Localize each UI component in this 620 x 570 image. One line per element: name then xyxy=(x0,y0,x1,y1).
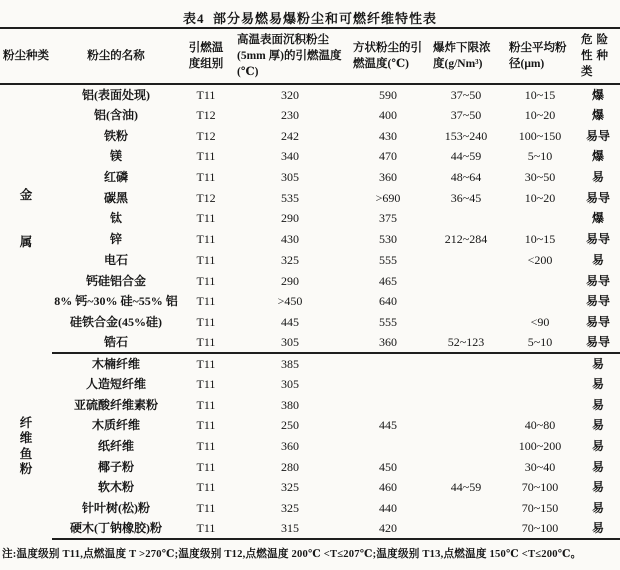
table-cell: T11 xyxy=(196,273,216,288)
table-cell: T11 xyxy=(196,480,216,495)
table-cell: 52~123 xyxy=(428,332,504,353)
column-header-8: 危险性种类 xyxy=(576,28,620,84)
table-row xyxy=(0,229,620,250)
table-row xyxy=(0,167,620,188)
table-cell: T11 xyxy=(196,170,216,185)
dust-name: 铝(表面处现) xyxy=(82,87,150,102)
table-cell: 易 xyxy=(591,418,604,433)
table-title: 表4 部分易燃易爆粉尘和可燃纤维特性表 xyxy=(182,11,437,26)
table-cell: 40~80 xyxy=(524,418,556,433)
category-label xyxy=(0,353,52,539)
table-cell: 360 xyxy=(379,170,397,185)
dust-name: 硬木(丁钠橡胶)粉 xyxy=(52,518,180,539)
dust-name: 针叶树(松)粉 xyxy=(82,501,150,516)
table-cell xyxy=(348,436,428,457)
category-char: 纤 xyxy=(19,415,33,430)
dust-name: 铁粉 xyxy=(103,128,128,143)
table-cell: T12 xyxy=(196,108,216,123)
table-row xyxy=(0,394,620,415)
table-cell: 36~45 xyxy=(450,190,482,205)
table-header-row xyxy=(0,28,620,84)
table-row xyxy=(0,291,620,312)
table-cell: 445 xyxy=(379,418,397,433)
table-cell: 易 xyxy=(591,252,604,267)
column-header-7: 粉尘平均粉径(μm) xyxy=(504,28,576,84)
table-cell: 400 xyxy=(379,108,397,123)
table-cell: <90 xyxy=(530,314,550,329)
table-row xyxy=(0,105,620,126)
table-cell: 290 xyxy=(281,273,299,288)
table-cell: 易导 xyxy=(585,314,610,329)
table-cell xyxy=(428,394,504,415)
table-cell: T11 xyxy=(180,518,232,539)
dust-name: 亚硫酸纤维素粉 xyxy=(73,397,158,412)
category-char: 维 xyxy=(19,431,33,446)
table-cell: 555 xyxy=(379,252,397,267)
table-row xyxy=(0,187,620,208)
table-cell xyxy=(504,291,576,312)
table-cell xyxy=(348,374,428,395)
table-cell: 460 xyxy=(379,480,397,495)
table-cell: 325 xyxy=(281,252,299,267)
table-cell: 5~10 xyxy=(527,149,553,164)
table-cell: T12 xyxy=(196,128,216,143)
table-cell xyxy=(428,250,504,271)
table-cell: >450 xyxy=(277,294,303,309)
table-cell: 70~150 xyxy=(521,501,559,516)
table-cell: 242 xyxy=(281,128,299,143)
table-row xyxy=(0,312,620,333)
dust-name: 铝(含油) xyxy=(94,108,138,123)
column-header-4: 高温表面沉积粉尘(5mm 厚)的引燃温度(℃) xyxy=(232,28,348,84)
table-cell: 易导 xyxy=(585,128,610,143)
dust-name: 镁 xyxy=(109,149,122,164)
column-header-6: 爆炸下限浓度(g/Nm³) xyxy=(428,28,504,84)
table-cell: 360 xyxy=(281,439,299,454)
table-cell: 易导 xyxy=(576,332,620,353)
table-cell: 445 xyxy=(281,314,299,329)
table-cell xyxy=(504,374,576,395)
table-cell: 易导 xyxy=(585,273,610,288)
table-cell: 420 xyxy=(348,518,428,539)
category-char: 鱼 xyxy=(19,446,33,461)
table-row xyxy=(0,374,620,395)
dust-name: 钙硅铝合金 xyxy=(85,273,146,288)
table-cell: 易 xyxy=(591,356,604,371)
table-cell: T11 xyxy=(196,439,216,454)
table-cell: 555 xyxy=(379,314,397,329)
category-char: 粉 xyxy=(19,462,33,477)
table-cell: 30~50 xyxy=(524,170,556,185)
table-cell: 360 xyxy=(348,332,428,353)
table-cell: 440 xyxy=(379,501,397,516)
table-cell xyxy=(428,353,504,374)
table-cell: 易导 xyxy=(585,190,610,205)
table-cell xyxy=(428,374,504,395)
table-cell: T11 xyxy=(180,332,232,353)
table-cell: 易 xyxy=(591,501,604,516)
table-cell: 37~50 xyxy=(450,108,482,123)
column-header-3: 引燃温度组别 xyxy=(180,28,232,84)
table-cell: 100~200 xyxy=(518,439,562,454)
table-cell xyxy=(428,436,504,457)
table-footnote: 注:温度级别 T11,点燃温度 T >270℃;温度级别 T12,点燃温度 200℃ <T≤207℃;温度级别 T13,点燃温度 150℃ <T≤200℃。 xyxy=(2,549,582,561)
table-cell: T11 xyxy=(196,376,216,391)
column-header-2: 粉尘的名称 xyxy=(52,28,180,84)
table-cell: T11 xyxy=(196,397,216,412)
table-cell: 153~240 xyxy=(444,128,488,143)
table-row xyxy=(0,353,620,374)
table-cell: 450 xyxy=(379,459,397,474)
category-label xyxy=(0,84,52,353)
table-cell xyxy=(348,394,428,415)
table-cell: 爆 xyxy=(591,108,604,123)
table-row xyxy=(0,498,620,519)
dust-name: 8% 钙~30% 硅~55% 铝 xyxy=(54,294,178,309)
table-cell: 385 xyxy=(281,356,299,371)
table-cell xyxy=(504,208,576,229)
table-cell: 5~10 xyxy=(504,332,576,353)
table-cell xyxy=(428,498,504,519)
table-cell: 315 xyxy=(232,518,348,539)
table-cell: 530 xyxy=(379,232,397,247)
table-row xyxy=(0,415,620,436)
table-cell: T11 xyxy=(196,252,216,267)
table-cell: 430 xyxy=(281,232,299,247)
dust-name: 锆石 xyxy=(52,332,180,353)
table-cell: 易 xyxy=(591,480,604,495)
table-row xyxy=(0,456,620,477)
table-cell: 280 xyxy=(281,459,299,474)
table-cell xyxy=(428,270,504,291)
table-cell: 325 xyxy=(281,480,299,495)
table-cell: 易导 xyxy=(585,294,610,309)
dust-name: 木楠纤维 xyxy=(91,356,140,371)
category-char: 属 xyxy=(19,234,33,249)
table-row xyxy=(0,477,620,498)
table-cell: 48~64 xyxy=(450,170,482,185)
table-cell xyxy=(428,518,504,539)
table-row xyxy=(0,208,620,229)
table-cell: 640 xyxy=(379,294,397,309)
dust-name: 硅铁合金(45%硅) xyxy=(70,314,162,329)
table-cell: T11 xyxy=(196,232,216,247)
table-cell: 易 xyxy=(591,397,604,412)
category-char: 金 xyxy=(19,188,33,203)
table-cell: 10~15 xyxy=(524,232,556,247)
column-header-5: 方状粉尘的引燃温度(℃) xyxy=(348,28,428,84)
table-row xyxy=(0,84,620,105)
table-cell: 230 xyxy=(281,108,299,123)
dust-name: 钛 xyxy=(109,211,122,226)
table-cell xyxy=(428,291,504,312)
table-cell xyxy=(504,394,576,415)
table-cell: 470 xyxy=(379,149,397,164)
table-cell xyxy=(348,353,428,374)
table-cell: 70~100 xyxy=(521,480,559,495)
table-cell: 10~20 xyxy=(524,190,556,205)
table-cell: >690 xyxy=(375,190,401,205)
table-row xyxy=(0,146,620,167)
table-cell: T11 xyxy=(196,418,216,433)
table-cell xyxy=(428,208,504,229)
dust-name: 红磷 xyxy=(103,170,128,185)
table-cell: 44~59 xyxy=(450,480,482,495)
dust-name: 人造短纤维 xyxy=(85,376,146,391)
table-cell: T11 xyxy=(196,501,216,516)
table-cell: T11 xyxy=(196,87,216,102)
table-cell: 305 xyxy=(232,332,348,353)
dust-characteristics-table xyxy=(0,27,620,540)
table-cell: 305 xyxy=(281,170,299,185)
table-cell: 212~284 xyxy=(444,232,488,247)
table-cell: 10~20 xyxy=(524,108,556,123)
table-cell: <200 xyxy=(527,252,553,267)
table-cell xyxy=(504,353,576,374)
table-cell: 430 xyxy=(379,128,397,143)
table-cell: 380 xyxy=(281,397,299,412)
table-cell xyxy=(428,415,504,436)
table-cell xyxy=(428,456,504,477)
table-cell: 340 xyxy=(281,149,299,164)
table-cell: 易 xyxy=(591,459,604,474)
table-row xyxy=(0,518,620,539)
table-cell: 易 xyxy=(591,376,604,391)
table-cell: T12 xyxy=(196,190,216,205)
table-cell: 爆 xyxy=(591,211,604,226)
table-cell: 590 xyxy=(379,87,397,102)
table-cell: T11 xyxy=(196,459,216,474)
table-cell: T11 xyxy=(196,356,216,371)
table-row xyxy=(0,250,620,271)
table-cell: 100~150 xyxy=(518,128,562,143)
table-cell: 易 xyxy=(591,439,604,454)
table-cell: T11 xyxy=(196,149,216,164)
table-cell: 320 xyxy=(281,87,299,102)
table-cell: 535 xyxy=(281,190,299,205)
dust-name: 纸纤维 xyxy=(97,439,134,454)
dust-name: 椰子粉 xyxy=(97,459,134,474)
table-cell: 10~15 xyxy=(524,87,556,102)
table-cell: 易导 xyxy=(585,232,610,247)
table-cell xyxy=(428,312,504,333)
column-header-1: 粉尘种类 xyxy=(0,28,52,84)
table-cell: T11 xyxy=(196,314,216,329)
table-cell: 70~100 xyxy=(504,518,576,539)
table-cell: 375 xyxy=(379,211,397,226)
table-cell: 易 xyxy=(576,518,620,539)
dust-name: 软木粉 xyxy=(97,480,134,495)
dust-name: 碳黑 xyxy=(103,190,128,205)
table-row xyxy=(0,270,620,291)
dust-name: 电石 xyxy=(103,252,128,267)
table-cell: 325 xyxy=(281,501,299,516)
table-cell: 爆 xyxy=(591,149,604,164)
table-cell: 37~50 xyxy=(450,87,482,102)
table-cell: 290 xyxy=(281,211,299,226)
table-row xyxy=(0,125,620,146)
table-cell: 易 xyxy=(591,170,604,185)
dust-name: 木质纤维 xyxy=(91,418,140,433)
table-cell xyxy=(504,270,576,291)
table-cell: 250 xyxy=(281,418,299,433)
table-cell: 30~40 xyxy=(524,459,556,474)
dust-name: 锌 xyxy=(109,232,122,247)
table-cell: 44~59 xyxy=(450,149,482,164)
table-row xyxy=(0,436,620,457)
table-cell: T11 xyxy=(196,211,216,226)
table-cell: T11 xyxy=(196,294,216,309)
table-cell: 爆 xyxy=(591,87,604,102)
table-row xyxy=(0,332,620,353)
table-cell: 465 xyxy=(379,273,397,288)
table-cell: 305 xyxy=(281,376,299,391)
